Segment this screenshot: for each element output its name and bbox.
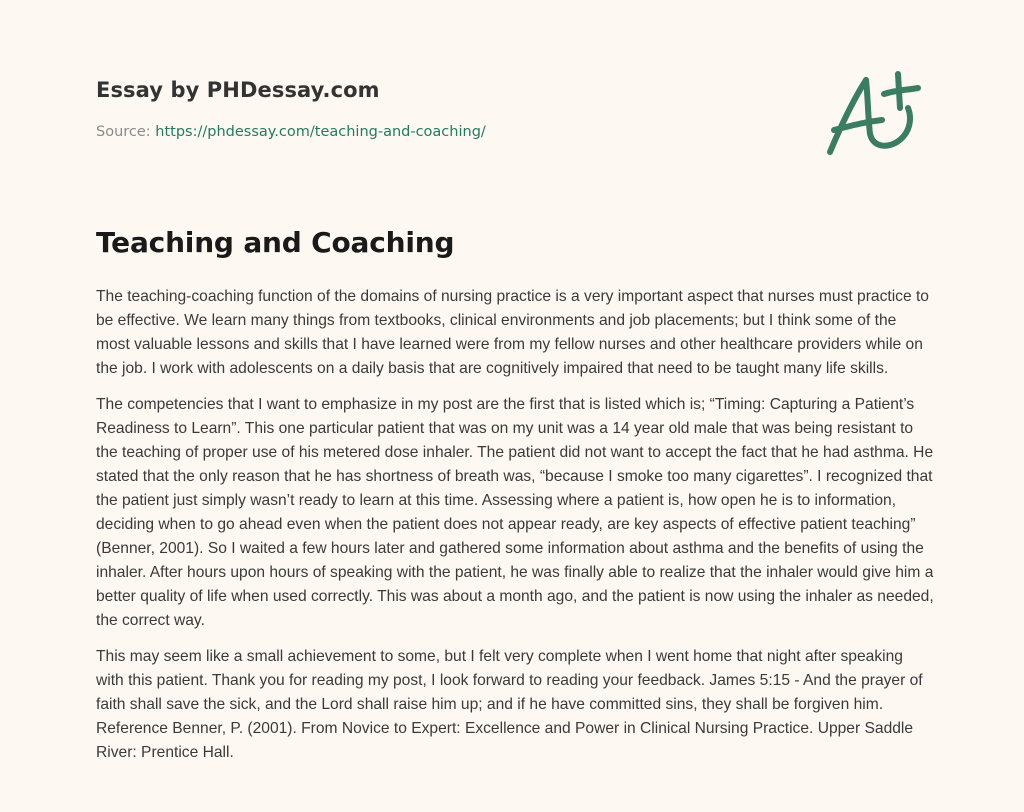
essay-paragraph: The teaching-coaching function of the domains of nursing practice is a very important aspect that nurses must practice to be effective. We learn many things from textbooks, clinical environments and job placements; but I think some of the most valuable lessons and skills that I have learned were from my fellow nurses and other healthcare providers while on the job. I work with adolescents on a daily basis that are cognitively impaired that need to be taught many life skills. [96, 288, 929, 377]
source-line [96, 124, 486, 140]
a-plus-grade-icon [822, 68, 932, 164]
source-label: Source: [96, 124, 151, 140]
site-title: Essay by PHDessay.com [96, 78, 380, 102]
site-header [96, 74, 932, 174]
essay-paragraph: This may seem like a small achievement to some, but I felt very complete when I went home that night after speaking with this patient. Thank you for reading my post, I look forward to reading your feedback. James 5:15 - And the prayer of faith shall save the sick, and the Lord shall raise him up; and if he have committed sins, they shall be forgiven him. Reference Benner, P. (2001). From Novice to Expert: Excellence and Power in Clinical Nursing Practice. Upper Saddle River: Prentice Hall. [96, 648, 923, 761]
source-link[interactable]: https://phdessay.com/teaching-and-coaching/ [155, 124, 486, 140]
essay-body [96, 285, 934, 777]
essay-paragraph: The competencies that I want to emphasize in my post are the first that is listed which is; “Timing: Capturing a Patient’s Readiness to Learn”. This one particular patient that was on my unit was a 14 year old male that was being resistant to the teaching of proper use of his metered dose inhaler. The patient did not want to accept the fact that he had asthma. He stated that the only reason that he has shortness of breath was, “because I smoke too many cigarettes”. I recognized that the patient just simply wasn’t ready to learn at this time. Assessing where a patient is, how open he is to information, deciding when to go ahead even when the patient does not appear ready, are key aspects of effective patient teaching” (Benner, 2001). So I waited a few hours later and gathered some information about asthma and the benefits of using the inhaler. After hours upon hours of speaking with the patient, he was finally able to realize that the inhaler would give him a better quality of life when used correctly. This was about a month ago, and the patient is now using the inhaler as needed, the correct way. [96, 396, 934, 629]
essay-title: Teaching and Coaching [96, 226, 455, 259]
